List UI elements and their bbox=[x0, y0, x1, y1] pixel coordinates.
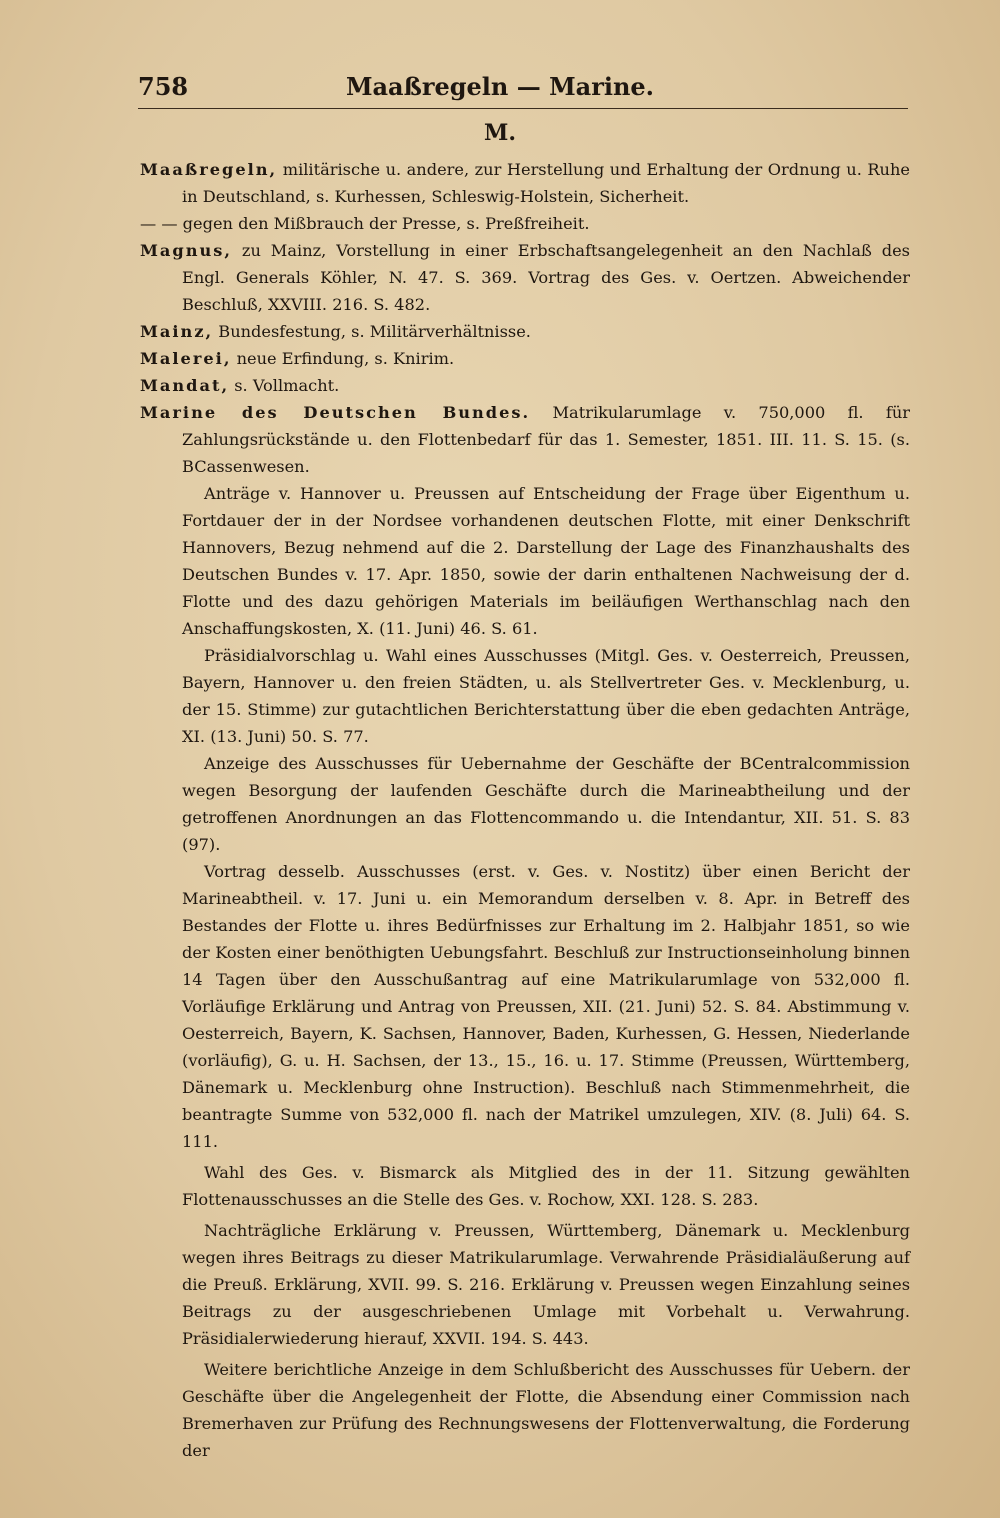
entry-text: militärische u. andere, zur Herstellung und Erhaltung der Ordnung u. Ruhe in Deutschland, s. Kurhessen, Schleswig-Holstein, Sicherheit. bbox=[182, 160, 910, 206]
subentry: Präsidialvorschlag u. Wahl eines Ausschusses (Mitgl. Ges. v. Oesterreich, Preussen, Bayern, Hannover u. den freien Städten, u. als Stellvertreter Ges. v. Mecklenburg, u. der 15. Stimme) zur gutachtlichen Berichterstattung über die eben gedachten Anträge, XI. (13. Juni) 50. S. 77. bbox=[182, 646, 910, 746]
subentry: Vortrag desselb. Ausschusses (erst. v. Ges. v. Nostitz) über einen Bericht der Marineabtheil. v. 17. Juni u. ein Memorandum derselben v. 8. Apr. in Betreff des Bestandes der Flotte u. ihres Bedürfnisses zur Erhaltung im 2. Halbjahr 1851, so wie der Kosten einer benöthigten Uebungsfahrt. Beschluß zur Instructionseinholung binnen 14 Tagen über den Ausschußantrag auf eine Matrikularumlage von 532,000 fl. Vorläufige Erklärung und Antrag von Preussen, XII. (21. Juni) 52. S. 84. Abstimmung v. Oesterreich, Bayern, K. Sachsen, Hannover, Baden, Kurhessen, G. Hessen, Niederlande (vorläufig), G. u. H. Sachsen, der 13., 15., 16. u. 17. Stimme (Preussen, Württemberg, Dänemark u. Mecklenburg ohne Instruction). Beschluß nach Stimmenmehrheit, die beantragte Summe von 532,000 fl. nach der Matrikel umzulegen, XIV. (8. Juli) 64. S. 111. bbox=[182, 862, 910, 1151]
index-entry bbox=[140, 237, 910, 318]
subentry: Anträge v. Hannover u. Preussen auf Entscheidung der Frage über Eigenthum u. Fortdauer der in der Nordsee vorhandenen deutschen Flotte, mit einer Denkschrift Hannovers, Bezug nehmend auf die 2. Darstellung der Lage des Finanzhaushalts des Deutschen Bundes v. 17. Apr. 1850, sowie der darin enthaltenen Nachweisung der d. Flotte und des dazu gehörigen Materials im beiläufigen Werthanschlag nach den Anschaffungskosten, X. (11. Juni) 46. S. 61. bbox=[182, 484, 910, 638]
index-entry bbox=[140, 399, 910, 480]
index-entry bbox=[140, 156, 910, 210]
running-title: Maaßregeln — Marine. bbox=[345, 72, 655, 101]
entry-keyword: — — bbox=[140, 214, 178, 233]
entry-keyword: Mandat, bbox=[140, 376, 230, 395]
subentry: Anzeige des Ausschusses für Uebernahme der Geschäfte der BCentralcommission wegen Besorgung der laufenden Geschäfte durch die Marineabtheilung und der getroffenen Anordnungen an das Flottencommando u. die Intendantur, XII. 51. S. 83 (97). bbox=[182, 754, 910, 854]
subentry: Nachträgliche Erklärung v. Preussen, Württemberg, Dänemark u. Mecklenburg wegen ihres Beitrags zu dieser Matrikularumlage. Verwahrende Präsidialäußerung auf die Preuß. Erklärung, XVII. 99. S. 216. Erklärung v. Preussen wegen Einzahlung seines Beitrags zu der ausgeschriebenen Umlage mit Vorbehalt u. Verwahrung. Präsidialerwiederung hierauf, XXVII. 194. S. 443. bbox=[182, 1221, 910, 1348]
index-entry bbox=[140, 372, 910, 399]
entry-keyword: Malerei, bbox=[140, 349, 232, 368]
header-rule bbox=[138, 108, 908, 109]
entry-keyword: Magnus, bbox=[140, 241, 233, 260]
entry-keyword: Marine des Deutschen Bundes. bbox=[140, 403, 531, 422]
index-entry bbox=[140, 210, 910, 237]
entry-text: Bundesfestung, s. Militärverhältnisse. bbox=[213, 322, 531, 341]
subentry: Weitere berichtliche Anzeige in dem Schlußbericht des Ausschusses für Uebern. der Geschäfte über die Angelegenheit der Flotte, die Absendung einer Commission nach Bremerhaven zur Prüfung des Rechnungswesens der Flottenverwaltung, die Forderung der bbox=[182, 1360, 910, 1460]
entry-text: neue Erfindung, s. Knirim. bbox=[231, 349, 455, 368]
section-letter: M. bbox=[483, 120, 516, 146]
entry-keyword: Mainz, bbox=[140, 322, 214, 341]
page-number: 758 bbox=[138, 72, 189, 101]
entry-text: zu Mainz, Vorstellung in einer Erbschaftsangelegenheit an den Nachlaß des Engl. Generals Köhler, N. 47. S. 369. Vortrag des Ges. v. Oertzen. Abweichender Beschluß, XXVIII. 216. S. 482. bbox=[182, 241, 910, 314]
subentry: Wahl des Ges. v. Bismarck als Mitglied des in der 11. Sitzung gewählten Flottenausschusses an die Stelle des Ges. v. Rochow, XXI. 128. S. 283. bbox=[182, 1163, 910, 1209]
entry-text: Matrikularumlage v. 750,000 fl. für Zahlungsrückstände u. den Flottenbedarf für das 1. Semester, 1851. III. 11. S. 15. (s. BCassenwesen. bbox=[182, 403, 910, 476]
index-entry bbox=[140, 318, 910, 345]
index-body bbox=[140, 156, 910, 1464]
entry-text: gegen den Mißbrauch der Presse, s. Preßfreiheit. bbox=[177, 214, 590, 233]
index-entry bbox=[140, 345, 910, 372]
entry-text: s. Vollmacht. bbox=[229, 376, 340, 395]
entry-keyword: Maaßregeln, bbox=[140, 160, 278, 179]
